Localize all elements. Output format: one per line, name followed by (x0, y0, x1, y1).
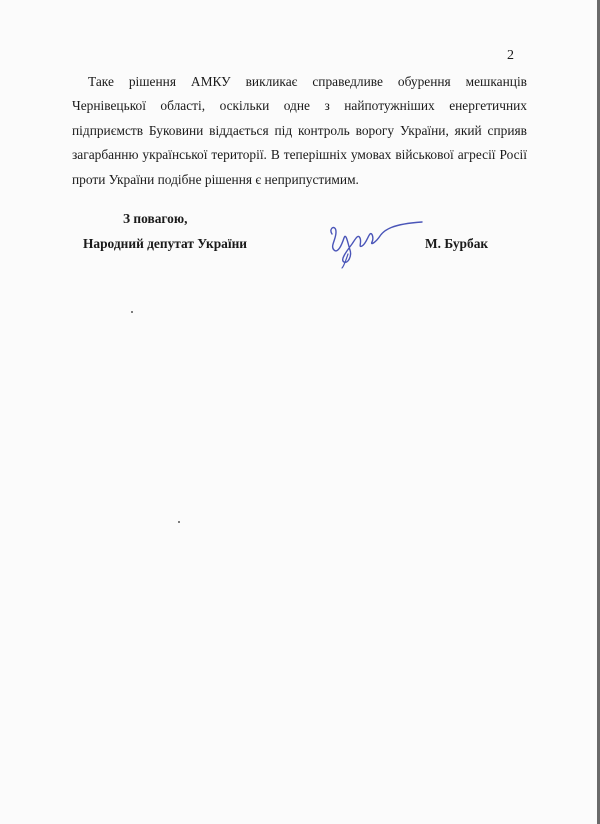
handwritten-signature (322, 214, 432, 270)
body-paragraph: Таке рішення АМКУ викликає справедливе обурення мешканців Чернівецької області, оскільки одне з найпотужніших енергетичних підприємств Буковини віддається під контроль ворогу України, який сприяв загарбанню української території. В теперішніх умовах військової агресії Росії проти України подібне рішення є неприпустимим. (72, 74, 527, 187)
scan-speck (131, 311, 133, 313)
closing-salutation: З повагою, (123, 211, 188, 226)
signatory-name: М. Бурбак (425, 236, 489, 251)
page-number: 2 (507, 48, 514, 63)
scan-speck (178, 521, 180, 523)
signatory-position: Народний депутат України (83, 236, 248, 251)
